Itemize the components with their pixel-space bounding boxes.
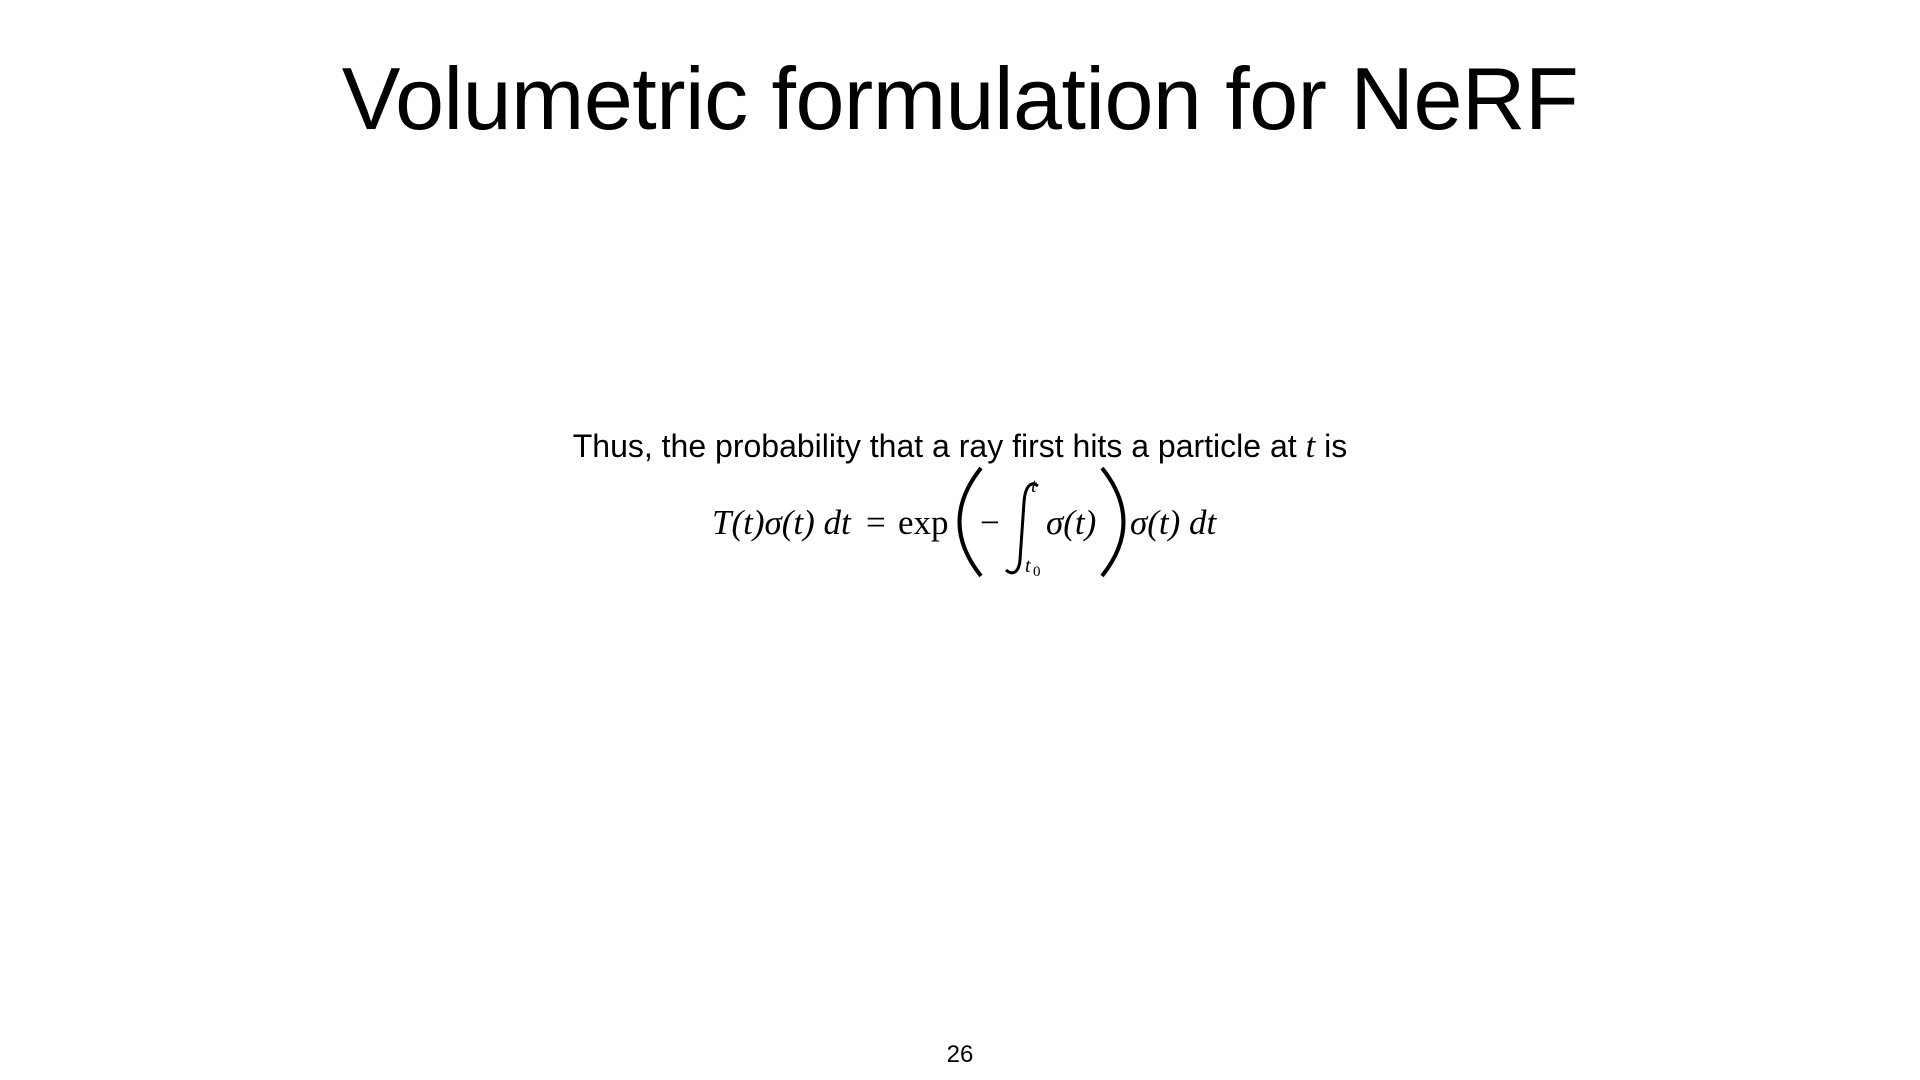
equation-lower-limit-sub: 0 bbox=[1033, 564, 1041, 580]
equation-left-paren bbox=[960, 468, 982, 576]
equation-upper-limit: t bbox=[1031, 475, 1037, 497]
equation-equals: = bbox=[866, 503, 886, 542]
equation-rhs: σ(t) dt bbox=[1130, 503, 1217, 542]
equation-minus: − bbox=[980, 503, 1000, 542]
body-text-after: is bbox=[1315, 428, 1348, 464]
body-text-variable: t bbox=[1305, 426, 1316, 465]
equation-right-paren bbox=[1102, 468, 1124, 576]
equation-svg bbox=[0, 462, 1920, 582]
slide-title: Volumetric formulation for NeRF bbox=[341, 49, 1579, 148]
equation-lower-limit: t bbox=[1025, 555, 1031, 577]
equation-lhs: T(t)σ(t) dt bbox=[712, 503, 851, 542]
body-text-before: Thus, the probability that a ray first hits a particle at bbox=[572, 428, 1306, 464]
integral-icon bbox=[1006, 484, 1038, 573]
equation-exp: exp bbox=[898, 503, 949, 542]
equation bbox=[0, 462, 1920, 582]
equation-integrand: σ(t) bbox=[1046, 503, 1097, 542]
page-number: 26 bbox=[946, 1041, 974, 1068]
